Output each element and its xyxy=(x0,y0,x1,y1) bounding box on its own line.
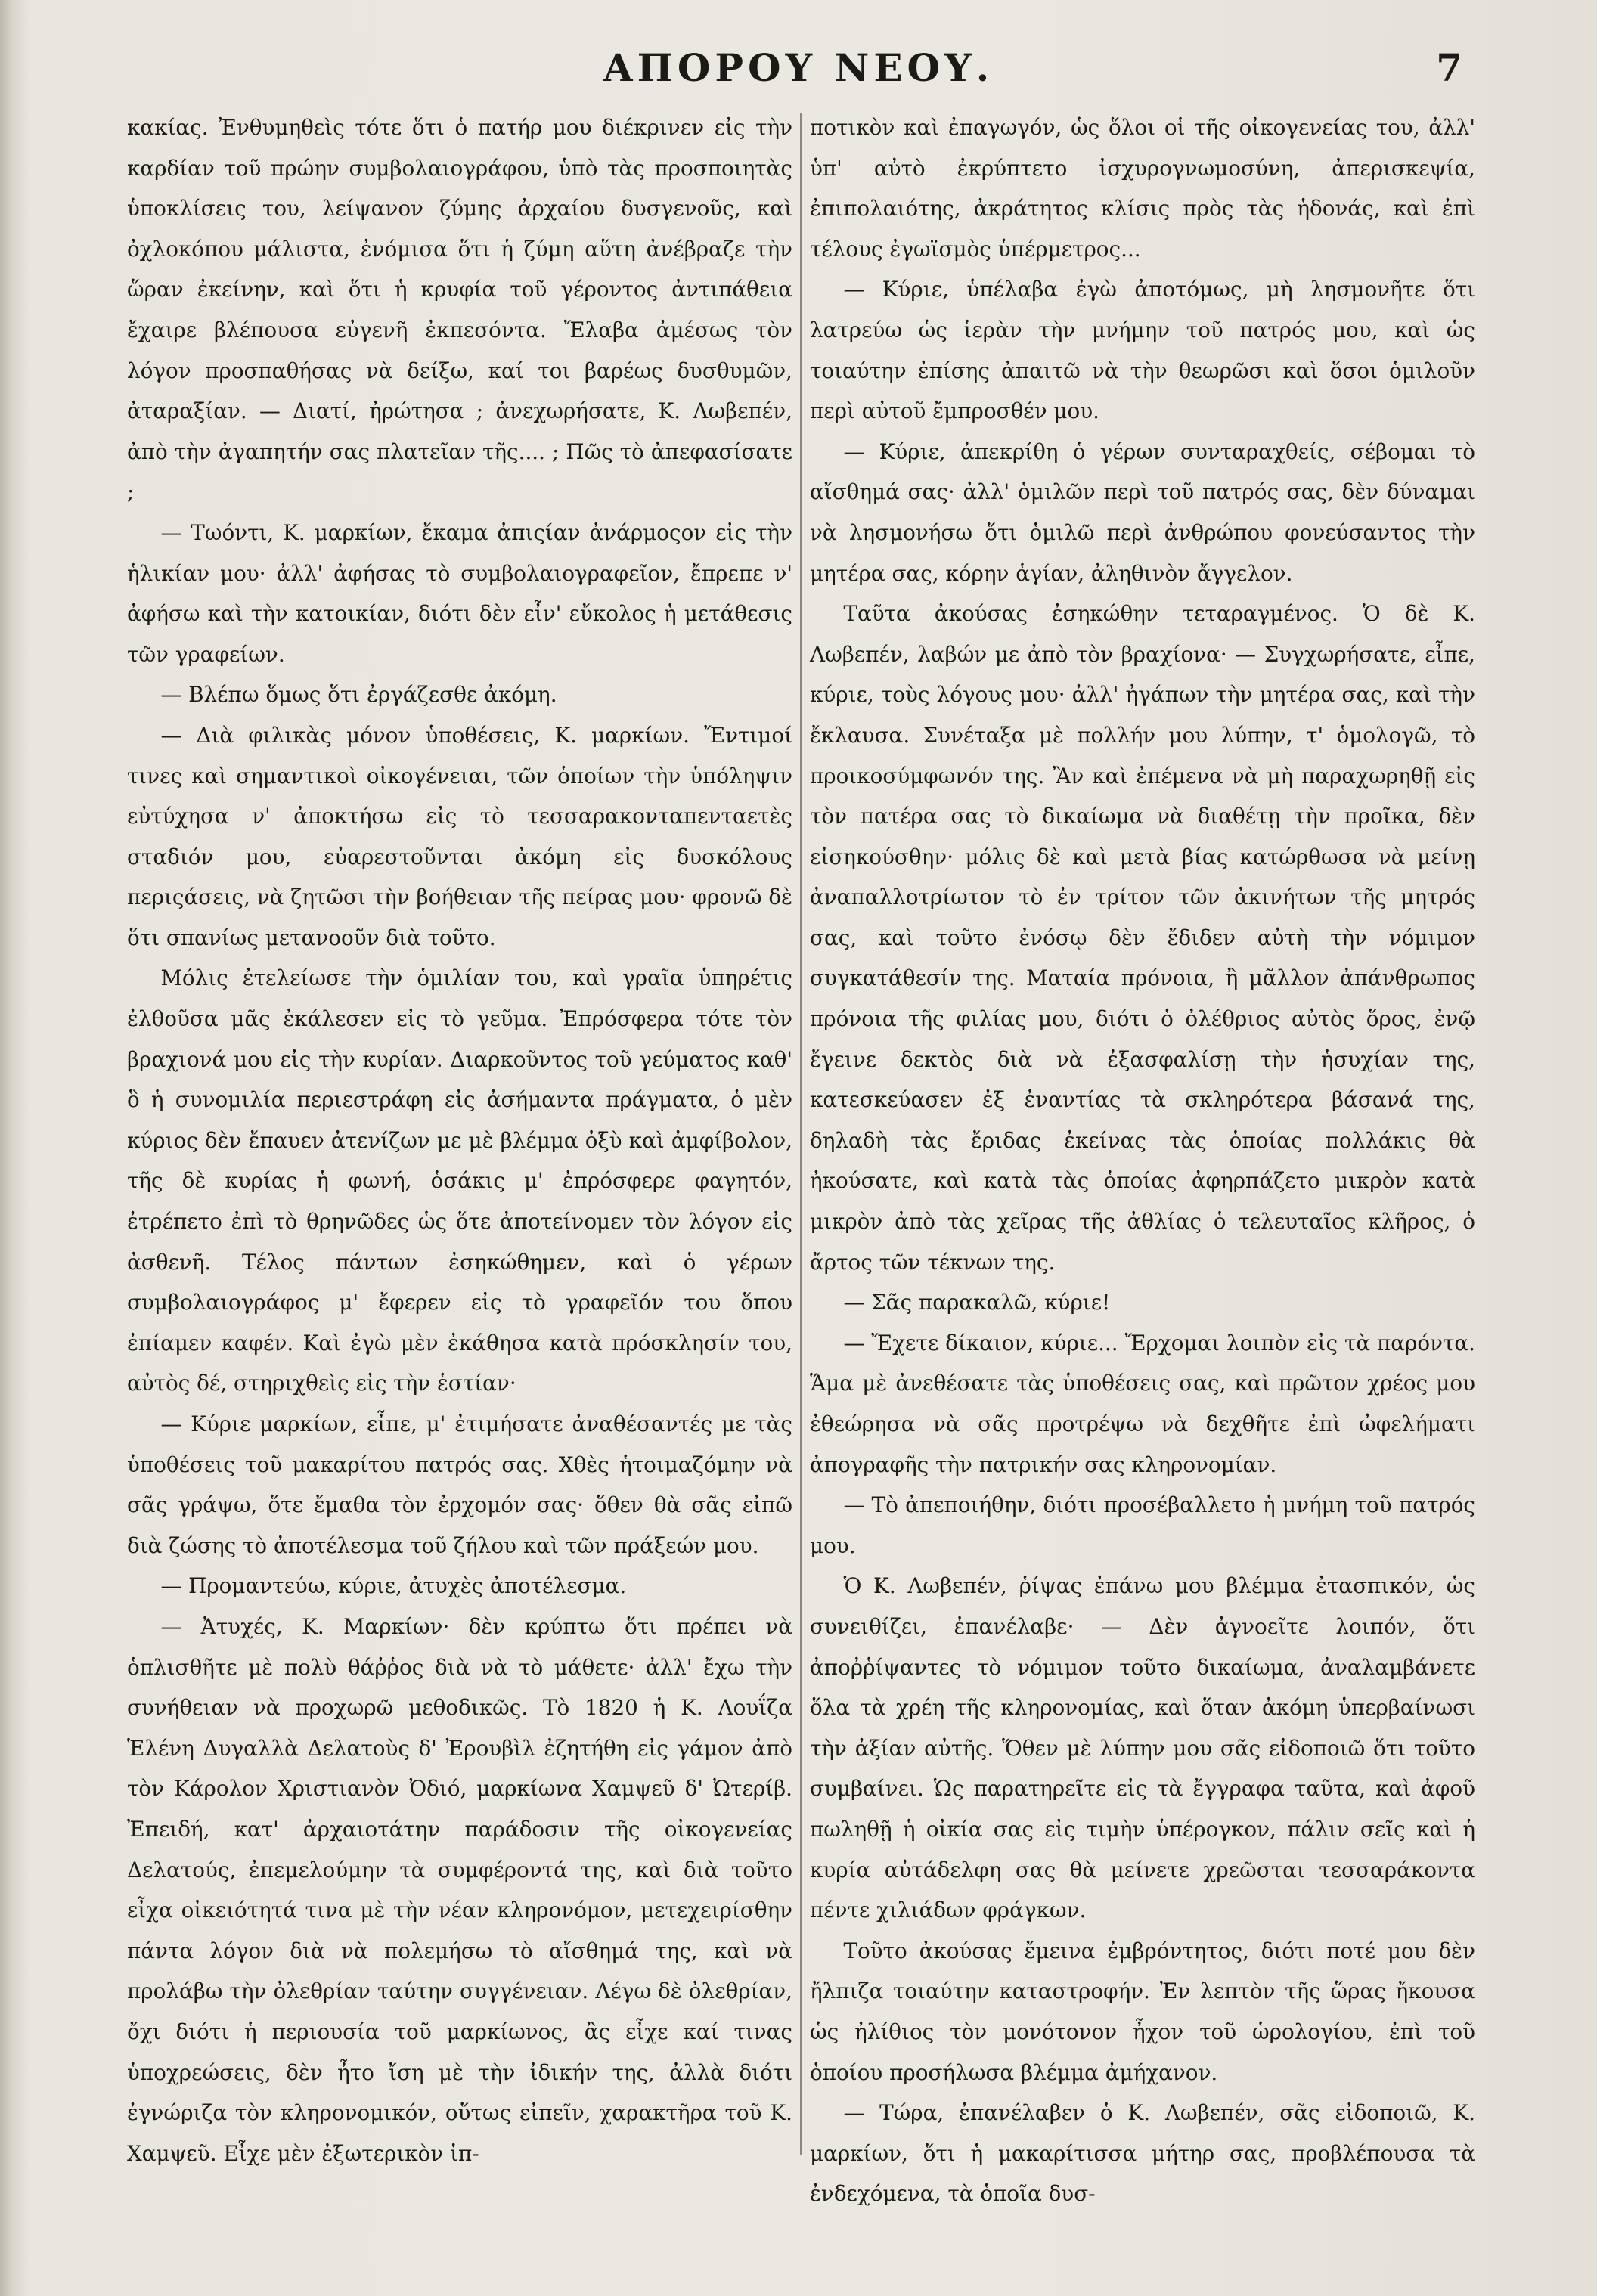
paragraph: Μόλις ἐτελείωσε τὴν ὁμιλίαν του, καὶ γραῖα ὑπηρέτις ἐλθοῦσα μᾶς ἐκάλεσεν εἰς τὸ γεῦμα. Ἐπρόσφερα τότε τὸν βραχιονά μου εἰς τὴν κυρίαν. Διαρκοῦντος τοῦ γεύματος καθ' ὃ ἡ συνομιλία περιεστράφη εἰς ἀσήμαντα πράγματα, ὁ μὲν κύριος δὲν ἔπαυεν ἀτενίζων με μὲ βλέμμα ὀξὺ καὶ ἀμφίβολον, τῆς δὲ κυρίας ἡ φωνή, ὁσάκις μ' ἐπρόσφερε φαγητόν, ἐτρέπετο ἐπὶ τὸ θρηνῶδες ὡς ὅτε ἀποτείνομεν τὸν λόγον εἰς ἀσθενῆ. Τέλος πάντων ἐσηκώθημεν, καὶ ὁ γέρων συμβολαιογράφος μ' ἔφερεν εἰς τὸ γραφεῖόν του ὅπου ἐπίαμεν καφέν. Καὶ ἐγὼ μὲν ἐκάθησα κατὰ πρόσκλησίν του, αὐτὸς δέ, στηριχθεὶς εἰς τὴν ἑστίαν· xyxy=(127,965,792,1396)
paragraph: — Προμαντεύω, κύριε, ἀτυχὲς ἀποτέλεσμα. xyxy=(160,1573,627,1599)
paragraph: — Τώρα, ἐπανέλαβεν ὁ Κ. Λωβεπέν, σᾶς εἰδοποιῶ, Κ. μαρκίων, ὅτι ἡ μακαρίτισσα μήτηρ σας, προβλέπουσα τὰ ἐνδεχόμενα, τὰ ὁποῖα δυσ- xyxy=(810,2100,1475,2207)
paragraph: — Διὰ φιλικὰς μόνον ὑποθέσεις, Κ. μαρκίων. Ἔντιμοί τινες καὶ σημαντικοὶ οἰκογένειαι, τῶν ὁποίων τὴν ὑπόληψιν εὐτύχησα ν' ἀποκτήσω εἰς τὸ τεσσαρακονταπενταετὲς σταδιόν μου, εὐαρεστοῦνται ἀκόμη εἰς δυσκόλους περιςάσεις, νὰ ζητῶσι τὴν βοήθειαν τῆς πείρας μου· φρονῶ δὲ ὅτι σπανίως μετανοοῦν διὰ τοῦτο. xyxy=(127,722,792,950)
paragraph: — Κύριε, ὑπέλαβα ἐγὼ ἀποτόμως, μὴ λησμονῆτε ὅτι λατρεύω ὡς ἱερὰν τὴν μνήμην τοῦ πατρός μου, καὶ ὡς τοιαύτην ἐπίσης ἀπαιτῶ νὰ τὴν θεωρῶσι καὶ ὅσοι ὁμιλοῦν περὶ αὐτοῦ ἔμπροσθέν μου. xyxy=(810,277,1475,424)
paragraph: ποτικὸν καὶ ἐπαγωγόν, ὡς ὅλοι οἱ τῆς οἰκογενείας του, ἀλλ' ὑπ' αὐτὸ ἐκρύπτετο ἰσχυρογνωμοσύνη, ἀπερισκεψία, ἐπιπολαιότης, ἀκράτητος κλίσις πρὸς τὰς ἡδονάς, καὶ ἐπὶ τέλους ἐγωϊσμὸς ὑπέρμετρος... xyxy=(810,115,1475,262)
page-header-title: ΑΠΟΡΟΥ ΝΕΟΥ. xyxy=(603,45,994,90)
paragraph: Ὁ Κ. Λωβεπέν, ῥίψας ἐπάνω μου βλέμμα ἐτασπικόν, ὡς συνειθίζει, ἐπανέλαβε· — Δὲν ἀγνοεῖτε λοιπόν, ὅτι ἀποῤῥίψαντες τὸ νόμιμον τοῦτο δικαίωμα, ἀναλαμβάνετε ὅλα τὰ χρέη τῆς κληρονομίας, καὶ ὅταν ἀκόμη ὑπερβαίνωσι τὴν ἀξίαν αὐτῆς. Ὅθεν μὲ λύπην μου σᾶς εἰδοποιῶ ὅτι τοῦτο συμβαίνει. Ὡς παρατηρεῖτε εἰς τὰ ἔγγραφα ταῦτα, καὶ ἀφοῦ πωληθῇ ἡ οἰκία σας εἰς τιμὴν ὑπέρογκον, πάλιν σεῖς καὶ ἡ κυρία αὐτάδελφη σας θὰ μείνετε χρεῶσται τεσσαράκοντα πέντε χιλιάδων φράγκων. xyxy=(810,1573,1475,1923)
paragraph: — Τὸ ἀπεποιήθην, διότι προσέβαλλετο ἡ μνήμη τοῦ πατρός μου. xyxy=(810,1492,1475,1558)
paragraph: — Κύριε μαρκίων, εἶπε, μ' ἐτιμήσατε ἀναθέσαντές με τὰς ὑποθέσεις τοῦ μακαρίτου πατρός σας. Χθὲς ἡτοιμαζόμην νὰ σᾶς γράψω, ὅτε ἔμαθα τὸν ἐρχομόν σας· ὅθεν θὰ σᾶς εἰπῶ διὰ ζώσης τὸ ἀποτέλεσμα τοῦ ζήλου καὶ τῶν πράξεών μου. xyxy=(127,1411,792,1558)
left-column xyxy=(127,107,792,2174)
running-head xyxy=(0,45,1597,98)
paragraph: κακίας. Ἐνθυμηθεὶς τότε ὅτι ὁ πατήρ μου διέκρινεν εἰς τὴν καρδίαν τοῦ πρώην συμβολαιογράφου, ὑπὸ τὰς προσποιητὰς ὑποκλίσεις του, λείψανον ζύμης ἀρχαίου δυσγενοῦς, καὶ ὀχλοκόπου μάλιστα, ἐνόμισα ὅτι ἡ ζύμη αὕτη ἀνέβραζε τὴν ὥραν ἐκείνην, καὶ ὅτι ἡ κρυφία τοῦ γέροντος ἀντιπάθεια ἔχαιρε βλέπουσα εὐγενῆ ἐκπεσόντα. Ἔλαβα ἀμέσως τὸν λόγον προσπαθήσας νὰ δείξω, καί τοι βαρέως δυσθυμῶν, ἀταραξίαν. — Διατί, ἠρώτησα ; ἀνεχωρήσατε, Κ. Λωβεπέν, ἀπὸ τὴν ἀγαπητήν σας πλατεῖαν τῆς.... ; Πῶς τὸ ἀπεφασίσατε ; xyxy=(127,115,792,505)
column-divider xyxy=(800,113,802,2155)
paragraph: — Βλέπω ὅμως ὅτι ἐργάζεσθε ἀκόμη. xyxy=(160,682,557,708)
paragraph: — Ἀτυχές, Κ. Μαρκίων· δὲν κρύπτω ὅτι πρέπει νὰ ὁπλισθῆτε μὲ πολὺ θάῤῥος διὰ νὰ τὸ μάθετε· ἀλλ' ἔχω τὴν συνήθειαν νὰ προχωρῶ μεθοδικῶς. Τὸ 1820 ἡ Κ. Λουΐζα Ἑλένη Δυγαλλὰ Δελατοὺς δ' Ἐρουβὶλ ἐζητήθη εἰς γάμον ἀπὸ τὸν Κάρολον Χριστιανὸν Ὀδιό, μαρκίωνα Χαμψεῦ δ' Ὠτερίβ. Ἐπειδή, κατ' ἀρχαιοτάτην παράδοσιν τῆς οἰκογενείας Δελατούς, ἐπεμελούμην τὰ συμφέροντά της, καὶ διὰ τοῦτο εἶχα οἰκειότητά τινα μὲ τὴν νέαν κληρονόμον, μετεχειρίσθην πάντα λόγον διὰ νὰ πολεμήσω τὸ αἴσθημά της, καὶ νὰ προλάβω τὴν ὀλεθρίαν ταύτην συγγένειαν. Λέγω δὲ ὀλεθρίαν, ὄχι διότι ἡ περιουσία τοῦ μαρκίωνος, ἂς εἶχε καί τινας ὑποχρεώσεις, δὲν ἦτο ἴση μὲ τὴν ἰδικήν της, ἀλλὰ διότι ἐγνώριζα τὸν κληρονομικόν, οὕτως εἰπεῖν, χαρακτῆρα τοῦ Κ. Χαμψεῦ. Εἶχε μὲν ἐξωτερικὸν ἱπ- xyxy=(127,1613,792,2166)
paragraph: — Κύριε, ἀπεκρίθη ὁ γέρων συνταραχθείς, σέβομαι τὸ αἴσθημά σας· ἀλλ' ὁμιλῶν περὶ τοῦ πατρός σας, δὲν δύναμαι νὰ λησμονήσω ὅτι ὁμιλῶ περὶ ἀνθρώπου φονεύσαντος τὴν μητέρα σας, κόρην ἁγίαν, ἀληθινὸν ἄγγελον. xyxy=(810,438,1475,586)
paragraph: — Ἔχετε δίκαιον, κύριε... Ἔρχομαι λοιπὸν εἰς τὰ παρόντα. Ἅμα μὲ ἀνεθέσατε τὰς ὑποθέσεις σας, καὶ πρῶτον χρέος μου ἐθεώρησα νὰ σᾶς προτρέψω νὰ δεχθῆτε ἐπὶ ὠφελήματι ἀπογραφῆς τὴν πατρικήν σας κληρονομίαν. xyxy=(810,1330,1475,1477)
paragraph: — Σᾶς παρακαλῶ, κύριε! xyxy=(843,1290,1111,1315)
paragraph: — Τωόντι, Κ. μαρκίων, ἔκαμα ἀπιςίαν ἀνάρμοςον εἰς τὴν ἡλικίαν μου· ἀλλ' ἀφήσας τὸ συμβολαιογραφεῖον, ἔπρεπε ν' ἀφήσω καὶ τὴν κατοικίαν, διότι δὲν εἶν' εὔκολος ἡ μετάθεσις τῶν γραφείων. xyxy=(127,519,792,667)
paragraph: Τοῦτο ἀκούσας ἔμεινα ἐμβρόντητος, διότι ποτέ μου δὲν ἤλπιζα τοιαύτην καταστροφήν. Ἐν λεπτὸν τῆς ὥρας ἤκουσα ὡς ἠλίθιος τὸν μονότονον ἦχον τοῦ ὡρολογίου, ἐπὶ τοῦ ὁποίου προσήλωσα βλέμμα ἀμήχανον. xyxy=(810,1938,1475,2085)
paragraph: Ταῦτα ἀκούσας ἐσηκώθην τεταραγμένος. Ὁ δὲ Κ. Λωβεπέν, λαβών με ἀπὸ τὸν βραχίονα· — Συγχωρήσατε, εἶπε, κύριε, τοὺς λόγους μου· ἀλλ' ἠγάπων τὴν μητέρα σας, καὶ τὴν ἔκλαυσα. Συνέταξα μὲ πολλήν μου λύπην, τ' ὁμολογῶ, τὸ προικοσύμφωνόν της. Ἂν καὶ ἐπέμενα νὰ μὴ παραχωρηθῇ εἰς τὸν πατέρα σας τὸ δικαίωμα νὰ διαθέτῃ τὴν προῖκα, δὲν εἰσηκούσθην· μόλις δὲ καὶ μετὰ βίας κατώρθωσα νὰ μείνῃ ἀναπαλλοτρίωτον τὸ ἐν τρίτον τῶν ἀκινήτων τῆς μητρός σας, καὶ τοῦτο ἐνόσῳ δὲν ἔδιδεν αὐτὴ τὴν νόμιμον συγκατάθεσίν της. Ματαία πρόνοια, ἢ μᾶλλον ἀπάνθρωπος πρόνοια τῆς φιλίας μου, διότι ὁ ὀλέθριος αὐτὸς ὅρος, ἐνῷ ἔγεινε δεκτὸς διὰ νὰ ἐξασφαλίσῃ τὴν ἡσυχίαν της, κατεσκεύασεν ἐξ ἐναντίας τὰ σκληρότερα βάσανά της, δηλαδὴ τὰς ἔριδας ἐκείνας τὰς ὁποίας πολλάκις θὰ ἠκούσατε, καὶ κατὰ τὰς ὁποίας ἀφηρπάζετο μικρὸν κατὰ μικρὸν ἀπὸ τὰς χεῖρας τῆς ἀθλίας ὁ τελευταῖος κλῆρος, ὁ ἄρτος τῶν τέκνων της. xyxy=(810,601,1475,1275)
right-column xyxy=(810,107,1475,2214)
page-number: 7 xyxy=(1436,45,1462,90)
